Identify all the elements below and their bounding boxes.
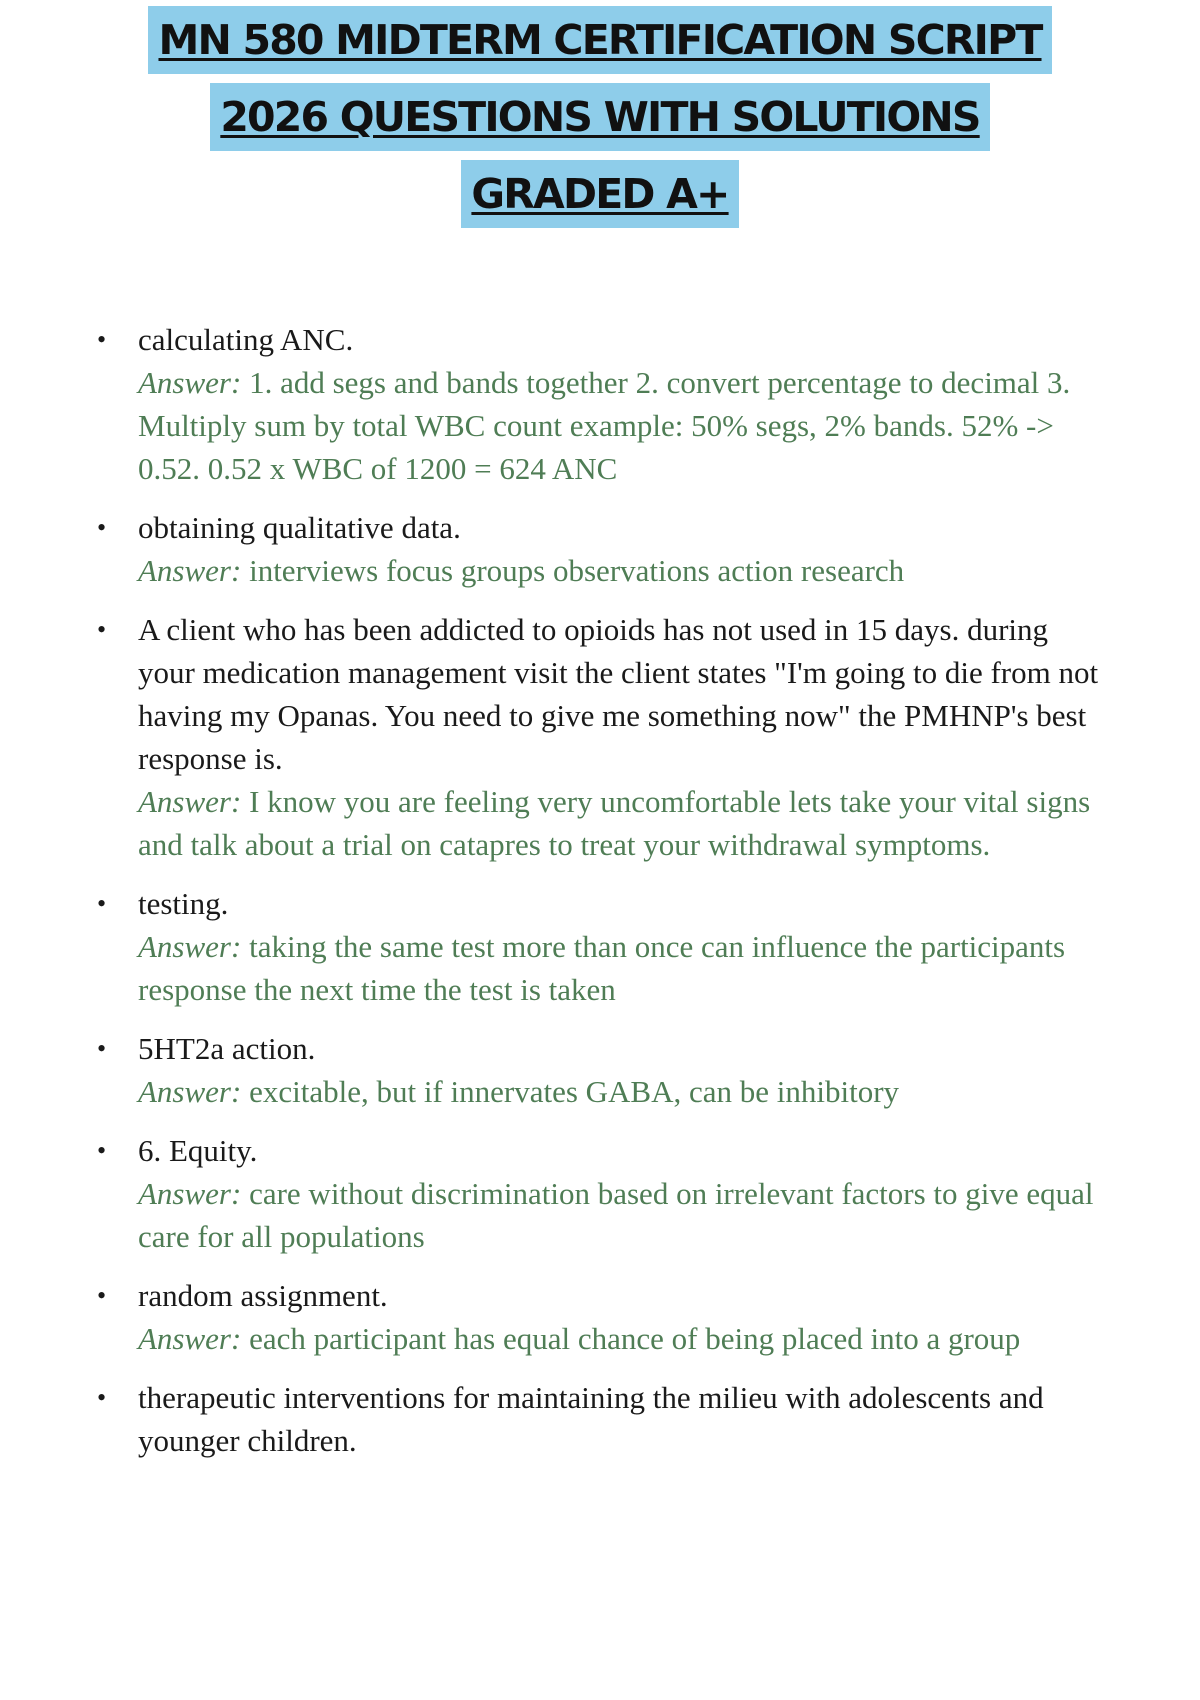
answer-body: 1. add segs and bands together 2. convert percentage to decimal 3. Multiply sum by total WBC count example: 50% segs, 2% bands. 52% -> 0.52. 0.52 x WBC of 1200 = 624 ANC [138, 365, 1071, 486]
question-text: 5HT2a action. [138, 1031, 316, 1066]
bullet-icon: • [97, 889, 107, 918]
bullet-icon: • [97, 1136, 107, 1165]
answer-text [138, 1070, 1110, 1113]
title-line-2: 2026 QUESTIONS WITH SOLUTIONS [210, 83, 989, 151]
bullet-icon: • [97, 1281, 107, 1310]
answer-text [138, 1317, 1110, 1360]
answer-text [138, 361, 1110, 490]
answer-body: taking the same test more than once can influence the participants response the next time the test is taken [138, 929, 1066, 1007]
qa-item [0, 1274, 1200, 1360]
answer-label: Answer: [138, 365, 242, 400]
bullet-icon: • [97, 513, 107, 542]
answer-body: I know you are feeling very uncomfortable lets take your vital signs and talk about a trial on catapres to treat your withdrawal symptoms. [138, 784, 1091, 862]
question-text: obtaining qualitative data. [138, 510, 461, 545]
answer-label: Answer: [138, 1176, 242, 1211]
qa-list [0, 318, 1200, 1478]
qa-item [0, 318, 1200, 490]
qa-item [0, 1027, 1200, 1113]
answer-text [138, 780, 1110, 866]
title-line-3: GRADED A+ [461, 160, 738, 228]
answer-label: Answer: [138, 1321, 242, 1356]
answer-text [138, 925, 1110, 1011]
question-text: A client who has been addicted to opioids has not used in 15 days. during your medication management visit the client states "I'm going to die from not having my Opanas. You need to give me something now" the PMHNP's best response is. [138, 612, 1099, 776]
qa-item [0, 1129, 1200, 1258]
title-line-1: MN 580 MIDTERM CERTIFICATION SCRIPT [148, 6, 1051, 74]
answer-text [138, 1172, 1110, 1258]
answer-body: interviews focus groups observations action research [249, 553, 905, 588]
qa-item [0, 506, 1200, 592]
answer-label: Answer: [138, 784, 242, 819]
qa-item [0, 882, 1200, 1011]
question-text: calculating ANC. [138, 322, 354, 357]
answer-text [138, 549, 1110, 592]
qa-item [0, 608, 1200, 866]
answer-label: Answer: [138, 929, 242, 964]
question-text: therapeutic interventions for maintaining the milieu with adolescents and younger children. [138, 1380, 1044, 1458]
answer-body: each participant has equal chance of being placed into a group [249, 1321, 1021, 1356]
bullet-icon: • [97, 1034, 107, 1063]
question-text: random assignment. [138, 1278, 388, 1313]
document-title [0, 6, 1200, 237]
answer-label: Answer: [138, 1074, 242, 1109]
answer-body: excitable, but if innervates GABA, can be inhibitory [249, 1074, 900, 1109]
answer-body: care without discrimination based on irrelevant factors to give equal care for all populations [138, 1176, 1094, 1254]
question-text: testing. [138, 886, 229, 921]
bullet-icon: • [97, 615, 107, 644]
answer-label: Answer: [138, 553, 242, 588]
bullet-icon: • [97, 325, 107, 354]
question-text: 6. Equity. [138, 1133, 258, 1168]
qa-item [0, 1376, 1200, 1462]
bullet-icon: • [97, 1383, 107, 1412]
